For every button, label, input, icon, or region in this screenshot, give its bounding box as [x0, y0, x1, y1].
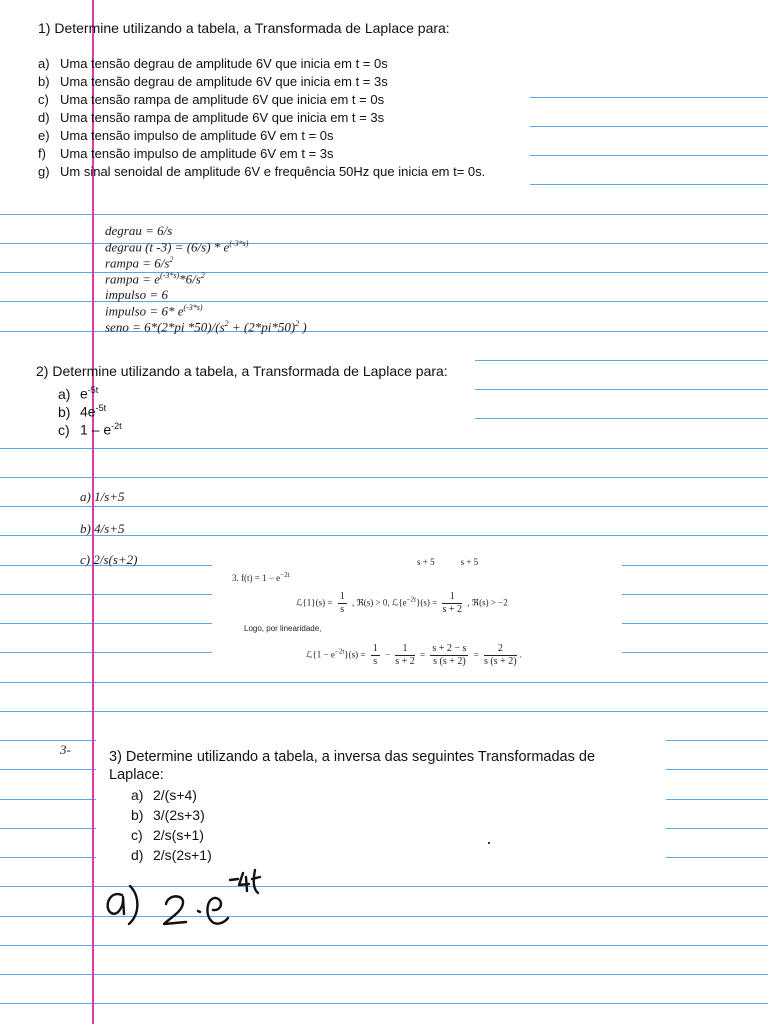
q3-title-line-2: Laplace:: [109, 767, 164, 783]
fraction: $\frac{1}{s + 2}$: [395, 643, 415, 667]
fraction: $\frac{1}{s}$: [339, 591, 345, 615]
fraction: $\frac{1}{s}$: [372, 643, 378, 667]
ink-stroke: [129, 886, 137, 924]
a1-line: degrau (t $-3) = (6/s) * e^{(-3*s)}$: [105, 239, 249, 255]
q1-item: b) Uma tensão degrau de amplitude 6V que inicia em t = 3s: [38, 74, 388, 89]
fraction: $\frac{s + 2 - s}{s (s + 2)}$: [432, 643, 467, 667]
q3-item: d) 2/s(2s+1): [131, 847, 212, 863]
q1-item: d) Uma tensão rampa de amplitude 6V que inicia em t = 3s: [38, 110, 385, 125]
ink-stroke: [164, 896, 186, 924]
ink-stroke: [108, 894, 124, 914]
q2-item: a) $e^{-5t}$: [58, 385, 99, 402]
a1-line: rampa = $6/s^2$: [105, 255, 174, 271]
a1-line: seno = 6*(2*pi $*50)/(s^2 + (2*pi*50)^2$ ): [105, 319, 307, 335]
q2-item: c) $1 - e^{-2t}$: [58, 421, 122, 438]
fraction: $\frac{2}{s (s + 2)}$: [484, 643, 517, 667]
a1-line: degrau = 6/s: [105, 223, 173, 238]
snippet-line-1: ℒ{1}(s) = $\frac{1}{s}$ , ℜ(s) > 0, $ℒ\{e^{-2t}\}(s)$ = $\frac{1}{s + 2}$ , ℜ(s) > −2: [296, 591, 508, 615]
snippet-top-fragment: s + 5 s + 5: [417, 557, 479, 567]
snippet-heading: 3. $f(t) = 1 - e^{-2t}$: [232, 571, 290, 583]
q3-item: a) 2/(s+4): [131, 787, 197, 803]
q1-item: c) Uma tensão rampa de amplitude 6V que inicia em t = 0s: [38, 92, 385, 107]
q3-item: c) 2/s(s+1): [131, 827, 204, 843]
ink-stroke: [254, 870, 258, 893]
ink-stroke: [246, 877, 247, 891]
q3-margin-label: 3-: [60, 742, 71, 757]
q3-title-line-1: 3) Determine utilizando a tabela, a inversa das seguintes Transformadas de: [109, 749, 596, 765]
q2-title: 2) Determine utilizando a tabela, a Transformada de Laplace para:: [36, 363, 448, 379]
a2-answer-a: a) 1/s+5: [80, 489, 125, 504]
a2-answer-c: c) 2/s(s+2): [80, 552, 138, 567]
q1-item: e) Uma tensão impulso de amplitude 6V em t = 0s: [38, 128, 334, 143]
a1-line: rampa = $e^{(-3*s)}*6/s^2$: [105, 271, 205, 287]
snippet-line-2: ℒ{1 − $e^{-2t}\}(s)$ = $\frac{1}{s}$ − $\frac{1}{s + 2}$ = $\frac{s + 2 - s}{s (s + 2)}$ = $\frac{2}{s (s + 2)}$ .: [306, 643, 522, 667]
q1-title: 1) Determine utilizando a tabela, a Transformada de Laplace para:: [38, 20, 450, 36]
a1-line: impulso = 6: [105, 287, 168, 302]
q1-item: a) Uma tensão degrau de amplitude 6V que inicia em t = 0s: [38, 56, 388, 71]
fraction: $\frac{1}{s + 2}$: [442, 591, 462, 615]
q1-item: g) Um sinal senoidal de amplitude 6V e frequência 50Hz que inicia em t= 0s.: [38, 164, 486, 179]
q3-item: b) 3/(2s+3): [131, 807, 205, 823]
ink-stroke: [198, 911, 200, 912]
a1-line: impulso = 6* $e^{(-3*s)}$: [105, 303, 203, 319]
snippet-logo-text: Logo, por linearidade,: [244, 624, 322, 633]
q1-item: f) Uma tensão impulso de amplitude 6V em t = 3s: [38, 146, 334, 161]
ink-stroke: [207, 898, 228, 924]
q2-item: b) $4e^{-5t}$: [58, 403, 107, 420]
ink-stroke: [230, 879, 238, 880]
a2-answer-b: b) 4/s+5: [80, 521, 125, 536]
